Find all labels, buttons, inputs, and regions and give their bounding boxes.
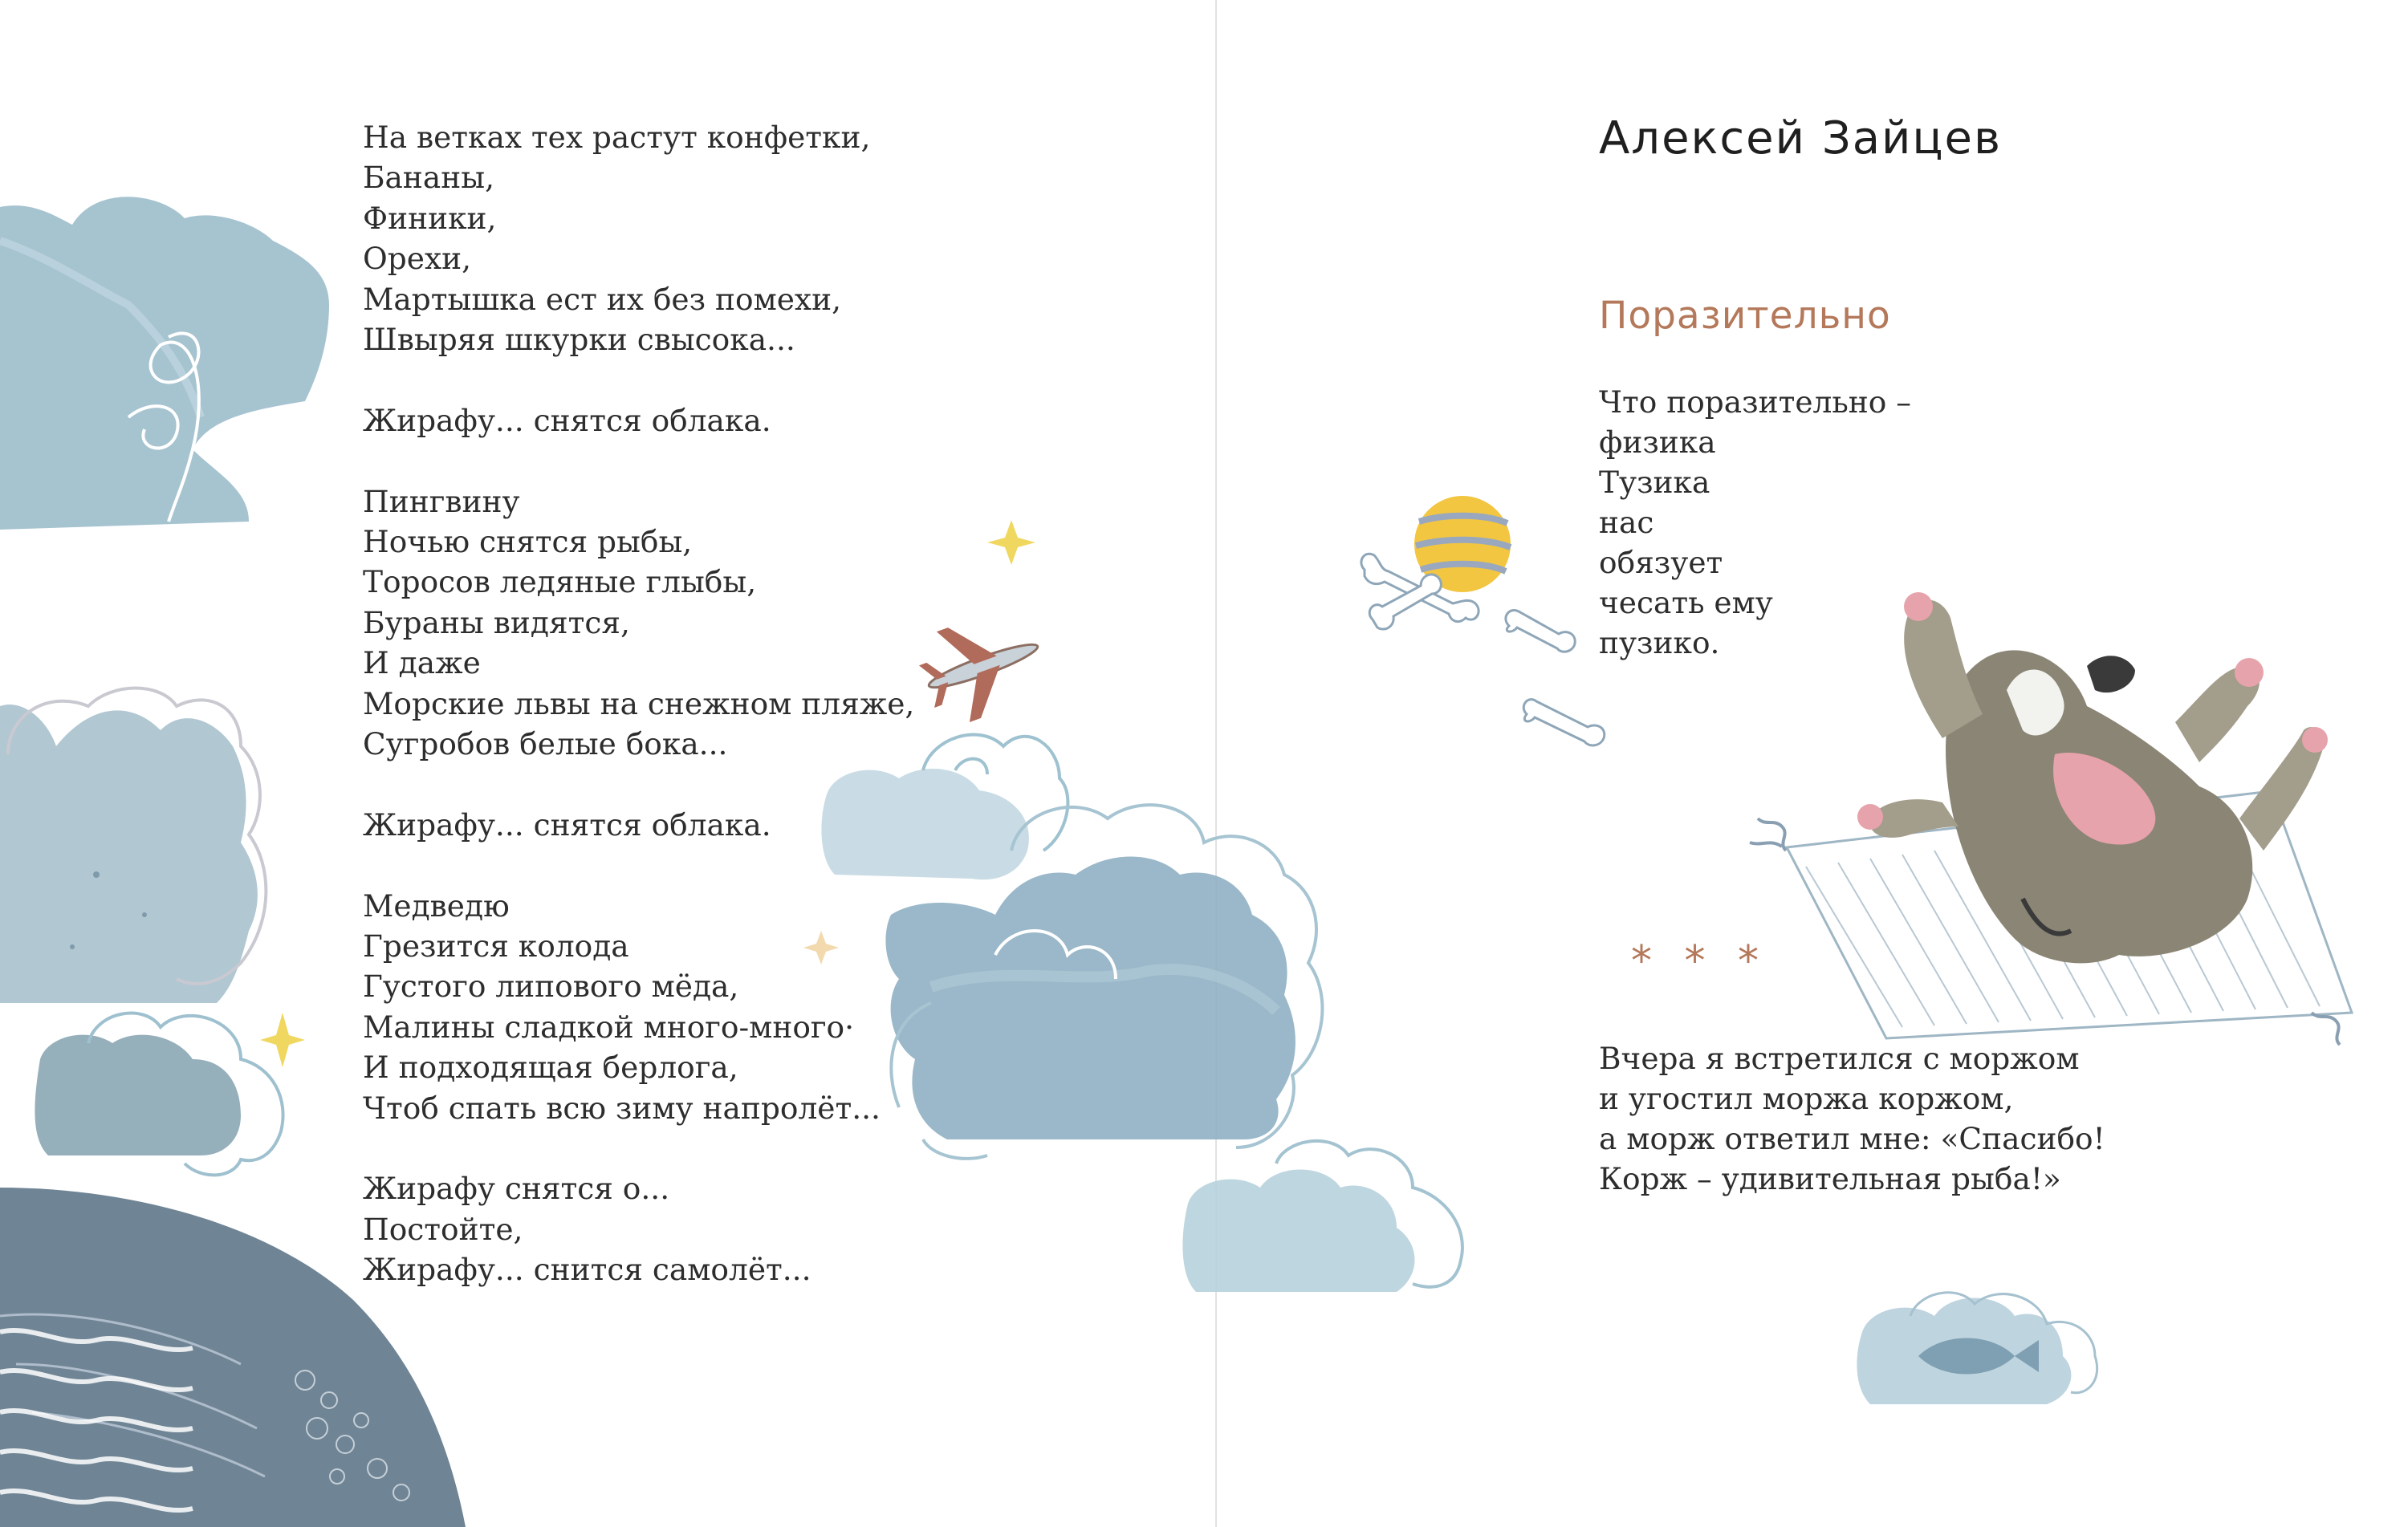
poem-line: Жирафу снятся о... [363, 1171, 670, 1207]
left-stanza-3 [363, 481, 914, 765]
star-icon [260, 1013, 305, 1067]
poem-line: Густого липового мёда, [363, 969, 739, 1005]
poem-line: чесать ему [1599, 585, 1773, 620]
poem-line: Финики, [363, 200, 497, 236]
poem-line: Жирафу... снятся облака. [363, 806, 771, 843]
bone-icon [1523, 700, 1605, 745]
left-stanza-5 [363, 886, 914, 1128]
poem-line: Торосов ледяные глыбы, [363, 564, 757, 600]
left-poem [363, 117, 914, 1330]
right-poem-2 [1599, 1038, 2105, 1199]
author-name: Алексей Зайцев [1599, 112, 2003, 164]
poem-title: Поразительно [1599, 294, 1891, 338]
poem-line: На ветках тех растут конфетки, [363, 120, 871, 155]
left-stanza-6 [363, 1168, 914, 1289]
poem-line: И подходящая берлога, [363, 1050, 738, 1086]
poem-line: Чтоб спать всю зиму напролёт... [363, 1090, 881, 1126]
poem-line: Постойте, [363, 1211, 523, 1247]
poem-line: а морж ответил мне: «Спасибо! [1599, 1121, 2105, 1156]
cloud-illustration-middle-left [0, 688, 266, 1004]
poem-line: Грезится колода [363, 928, 629, 965]
poem-line: пузико. [1599, 625, 1720, 660]
poem-line: Морские львы на снежном пляже, [363, 685, 915, 721]
poem-line: Малины сладкой много-много· [363, 1009, 855, 1045]
poem-line: Жирафу... снятся облака. [363, 402, 771, 438]
poem-line: И даже [363, 645, 481, 681]
cloud-illustration-top-left [0, 197, 329, 530]
cloud-illustration-bottom-right [1857, 1293, 2097, 1404]
poem-line: физика [1599, 424, 1716, 460]
bone-icon [1506, 611, 1575, 652]
poem-line: Тузика [1599, 465, 1710, 500]
poem-line: Ночью снятся рыбы, [363, 524, 693, 560]
poem-line: Швыряя шкурки свысока... [363, 322, 795, 358]
star-icon [987, 520, 1035, 565]
poem-line: Вчера я встретился с моржом [1599, 1041, 2080, 1076]
cloud-illustration-lower-center [1182, 1141, 1462, 1292]
poem-line: Бураны видятся, [363, 604, 630, 640]
section-separator: * * * [1631, 937, 1769, 985]
left-stanza-2 [363, 400, 914, 441]
poem-line: Жирафу... снится самолёт... [363, 1252, 811, 1288]
poem-line: Что поразительно – [1599, 384, 1912, 420]
cloud-illustration-small-left [35, 1013, 283, 1176]
poem-line: Сугробов белые бока... [363, 726, 728, 762]
poem-line: Орехи, [363, 241, 472, 277]
poem-line: Корж – удивительная рыба!» [1599, 1161, 2061, 1196]
plane-icon [910, 601, 1054, 732]
poem-line: и угостил моржа коржом, [1599, 1081, 2014, 1116]
left-stanza-1 [363, 117, 914, 359]
poem-line: Мартышка ест их без помехи, [363, 281, 841, 317]
poem-line: Бананы, [363, 160, 495, 196]
poem-line: нас [1599, 505, 1654, 540]
poem-line: обязует [1599, 545, 1723, 580]
poem-line: Пингвину [363, 483, 520, 519]
poem-line: Медведю [363, 887, 510, 924]
right-poem-1 [1599, 382, 1911, 663]
left-stanza-4 [363, 805, 914, 845]
